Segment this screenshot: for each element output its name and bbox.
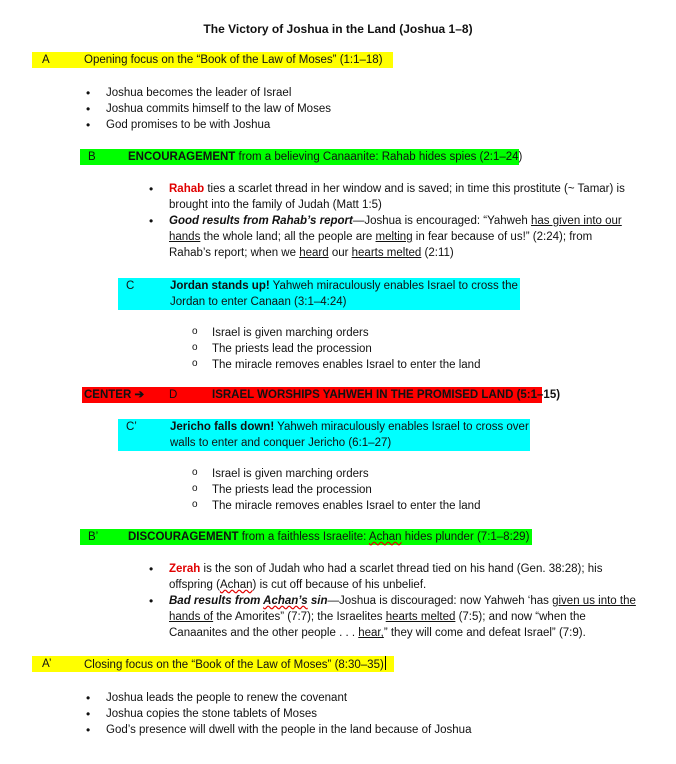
section-d-label: D xyxy=(169,389,178,401)
heading-text: Closing focus on the “Book of the Law of Moses” (8:30–35) xyxy=(84,659,384,671)
list-item xyxy=(147,181,657,213)
list-item: o Israel is given marching orders xyxy=(190,325,480,341)
text-run: (7:5); and now “when the xyxy=(455,611,586,623)
text-run: —Joshua is discouraged: now Yahweh ‘has xyxy=(327,595,553,607)
section-b-list xyxy=(147,181,657,261)
underlined-text: has given into our xyxy=(530,215,622,227)
text-line: brought into the family of Judah (Matt 1:5) xyxy=(169,199,382,211)
list-item xyxy=(147,561,657,593)
list-item: o The priests lead the procession xyxy=(190,482,480,498)
arrow-right-icon: ➔ xyxy=(134,389,145,401)
text-run: Rahab’s report; when we xyxy=(169,247,300,259)
section-b-prime-list xyxy=(147,561,657,641)
section-c-prime-list xyxy=(190,466,480,514)
document-title: The Victory of Joshua in the Land (Joshua 1–8) xyxy=(203,22,473,36)
section-d-heading: ISRAEL WORSHIPS YAHWEH IN THE PROMISED LAND (5:1–15) xyxy=(212,389,561,401)
text-run: the whole land; all the people are xyxy=(200,231,376,243)
section-c-prime-heading xyxy=(170,419,529,451)
spellcheck-word: Achan xyxy=(368,531,402,543)
section-b-label: B xyxy=(88,151,96,163)
section-c-heading xyxy=(170,278,518,310)
section-b-prime-label: B’ xyxy=(88,531,99,543)
text-cursor xyxy=(385,656,386,670)
section-c-label: C xyxy=(126,280,135,292)
text-run: (2:11) xyxy=(421,247,454,259)
bold-italic-lead: Good results from Rahab’s report xyxy=(169,215,353,227)
list-item: o The miracle removes enables Israel to enter the land xyxy=(190,498,480,514)
list-item: • Joshua commits himself to the law of Moses xyxy=(84,101,331,117)
list-item: o Israel is given marching orders xyxy=(190,466,480,482)
section-c-heading-bold: Jordan stands up! xyxy=(170,280,270,292)
section-a-prime-list xyxy=(84,690,471,738)
spellcheck-word: Achan xyxy=(219,579,253,591)
section-a-heading: Opening focus on the “Book of the Law of Moses” (1:1–18) xyxy=(84,54,383,66)
rahab-name: Rahab xyxy=(169,183,205,195)
list-item xyxy=(147,213,657,261)
list-item xyxy=(147,593,657,641)
text-run: —Joshua is encouraged: “Yahweh xyxy=(352,215,531,227)
list-item: o The miracle removes enables Israel to enter the land xyxy=(190,357,480,373)
text-run: Canaanites and the other people . . . xyxy=(169,627,359,639)
bold-italic-lead: sin xyxy=(307,595,328,607)
section-a-prime-label: A’ xyxy=(42,658,52,670)
underlined-text: given us into the xyxy=(552,595,636,607)
center-marker xyxy=(84,387,144,403)
section-c-list xyxy=(190,325,480,373)
center-label: CENTER xyxy=(84,389,132,401)
list-item: • Joshua becomes the leader of Israel xyxy=(84,85,331,101)
section-a-prime-heading xyxy=(84,656,386,673)
text-run: hides plunder (7:1–8:29) xyxy=(401,531,530,543)
section-b-heading xyxy=(128,149,522,165)
list-item: • God’s presence will dwell with the people in the land because of Joshua xyxy=(84,722,471,738)
underlined-text: melting xyxy=(375,231,413,243)
bold-italic-lead: Bad results from xyxy=(169,595,264,607)
text-run: is the son of Judah who had a scarlet thread tied on his hand (Gen. 38:28); his xyxy=(200,563,603,575)
underlined-text: heard xyxy=(299,247,329,259)
text-run: the Amorites” (7:7); the Israelites xyxy=(213,611,386,623)
section-a-label: A xyxy=(42,54,50,66)
text-run: in fear because of us!” (2:24); from xyxy=(412,231,593,243)
section-a-list xyxy=(84,85,331,133)
section-c-prime-heading-bold: Jericho falls down! xyxy=(170,421,275,433)
underlined-text: hands of xyxy=(169,611,214,623)
list-item: o The priests lead the procession xyxy=(190,341,480,357)
section-b-prime-heading-bold: DISCOURAGEMENT xyxy=(128,531,239,543)
spellcheck-word: Achan’s xyxy=(263,595,308,607)
zerah-name: Zerah xyxy=(169,563,201,575)
text-run: Yahweh miraculously enables Israel to cross the xyxy=(269,280,518,292)
text-run: from a faithless Israelite: xyxy=(238,531,369,543)
text-run: ” they will come and defeat Israel” (7:9). xyxy=(383,627,586,639)
list-item: • God promises to be with Joshua xyxy=(84,117,331,133)
list-item: • Joshua leads the people to renew the covenant xyxy=(84,690,471,706)
text-line: walls to enter and conquer Jericho (6:1–27) xyxy=(170,437,392,449)
underlined-text: hands xyxy=(169,231,201,243)
text-run: ) is cut off because of his unbelief. xyxy=(252,579,427,591)
section-c-prime-label: C’ xyxy=(126,421,137,433)
section-b-heading-rest: from a believing Canaanite: Rahab hides spies (2:1–24) xyxy=(235,151,523,163)
underlined-text: hearts melted xyxy=(385,611,456,623)
text-line: ties a scarlet thread in her window and is saved; in time this prostitute (~ Tamar) is xyxy=(204,183,625,195)
text-run: offspring ( xyxy=(169,579,220,591)
list-item: • Joshua copies the stone tablets of Moses xyxy=(84,706,471,722)
text-run: Yahweh miraculously enables Israel to cross over xyxy=(274,421,529,433)
section-b-prime-heading xyxy=(128,529,529,545)
text-line: Jordan to enter Canaan (3:1–4:24) xyxy=(170,296,347,308)
underlined-text: hear, xyxy=(358,627,384,639)
underlined-text: hearts melted xyxy=(351,247,422,259)
section-b-heading-bold: ENCOURAGEMENT xyxy=(128,151,236,163)
text-run: our xyxy=(328,247,352,259)
